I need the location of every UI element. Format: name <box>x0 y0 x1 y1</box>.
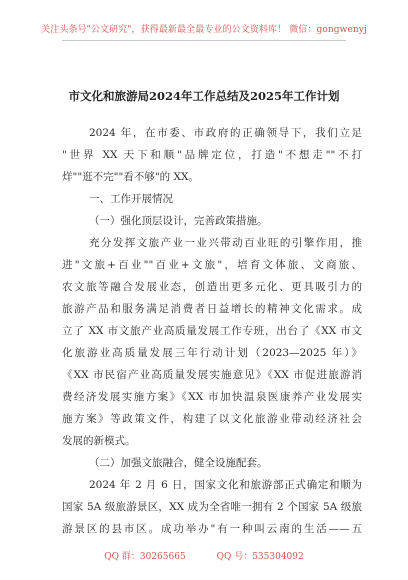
header-banner: 关注头条号"公文研究"，获得最新最全最专业的公文资料库！ 微信：gongwenyj <box>41 25 367 35</box>
paragraph-line: 国家 5A 级旅游景区，XX 成为全省唯一拥有 2 个国家 5A 级旅 <box>62 501 362 513</box>
paragraph-line: 农文旅等融合发展业态，创造出更多元化、更具吸引力的 <box>62 281 362 293</box>
paragraph-line: 烊""逛不完""看不够"的 XX。 <box>62 171 199 183</box>
footer-contacts <box>0 549 408 562</box>
paragraph-line: 化旅游业高质量发展三年行动计划（2023—2025 年）》 <box>62 347 362 359</box>
paragraph-line: 进"文旅+百业""百业+文旅"，培育文体旅、文商旅、 <box>62 259 362 271</box>
header-divider <box>62 40 346 41</box>
subsection-heading: （一）强化顶层设计，完善政策措施。 <box>89 215 268 227</box>
paragraph-line: 施方案》等政策文件，构建了以文化旅游业带动经济社会 <box>62 413 362 425</box>
paragraph-line: 发展的新模式。 <box>62 435 136 447</box>
document-body <box>62 122 362 540</box>
paragraph-line: "世界 XX 天下和顺"品牌定位，打造"不想走""不打 <box>62 149 362 161</box>
paragraph-line: 2024 年 2 月 6 日，国家文化和旅游部正式确定和顺为 <box>89 479 362 491</box>
paragraph-line: 充分发挥文旅产业一业兴带动百业旺的引擎作用，推 <box>89 237 362 249</box>
document-title: 市文化和旅游局2024年工作总结及2025年工作计划 <box>68 89 340 103</box>
subsection-heading: （二）加强文旅融合，健全设施配套。 <box>89 457 268 469</box>
paragraph-line: 费经济发展实施方案》《XX 市加快温泉医康养产业发展实 <box>62 391 362 403</box>
section-heading: 一、工作开展情况 <box>89 193 173 205</box>
paragraph-line: 《XX 市民宿产业高质量发展实施意见》《XX 市促进旅游消 <box>62 369 362 381</box>
paragraph-line: 旅游产品和服务满足消费者日益增长的精神文化需求。成 <box>62 303 362 315</box>
paragraph-line: 2024 年，在市委、市政府的正确领导下，我们立足 <box>89 127 362 139</box>
footer-qq-group: QQ 群：30265665 <box>104 552 186 562</box>
footer-qq-number: QQ 号：535304092 <box>216 552 304 562</box>
paragraph-line: 游景区的县市区。成功举办"有一种叫云南的生活——五 <box>62 523 362 535</box>
paragraph-line: 立了 XX 市文旅产业高质量发展工作专班，出台了《XX 市文 <box>62 325 362 337</box>
